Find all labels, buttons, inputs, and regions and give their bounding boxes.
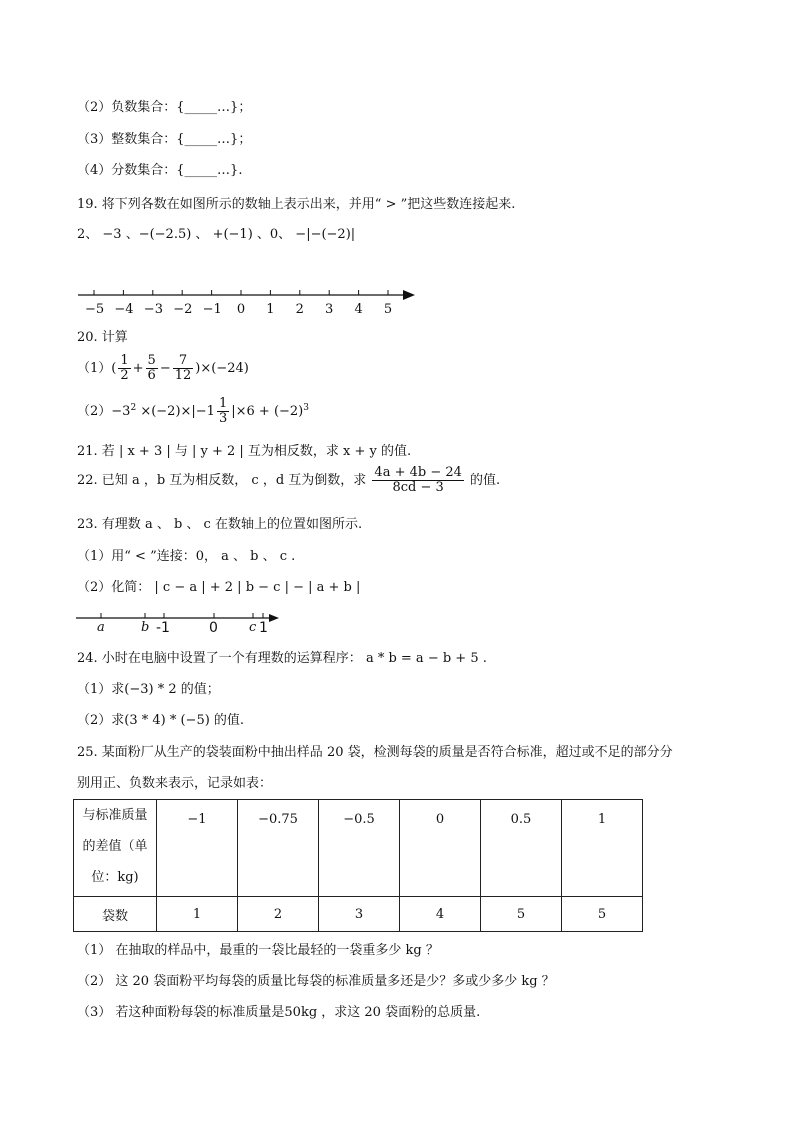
q25-subquestion-2: （2） 这 20 袋面粉平均每袋的质量比每袋的标准质量多还是少？多或少多少 kg ？: [77, 974, 555, 989]
q20-part1-label: （1）: [77, 361, 112, 376]
table-cell: 5: [481, 897, 562, 932]
q25-subquestion-3: （3） 若这种面粉每袋的标准质量是50kg ，求这 20 袋面粉的总质量.: [77, 1005, 481, 1020]
q20-part1: [77, 354, 249, 383]
q25-stem-line2: 别用正、负数来表示，记录如表：: [77, 776, 273, 791]
q20-part2-label: （2）: [77, 404, 112, 419]
q23-stem: 23. 有理数 a 、 b 、 c 在数轴上的位置如图所示.: [77, 517, 363, 532]
q24-stem: 24. 小时在电脑中设置了一个有理数的运算程序： a * b = a − b + 5 .: [77, 651, 487, 666]
table-cell: 5: [562, 897, 643, 932]
frac-numerator: 4a + 4b − 24: [374, 465, 462, 480]
q23-label-c: c: [249, 620, 257, 635]
header-line: 位：kg): [91, 870, 139, 885]
axis-tick-label: 0: [236, 302, 246, 317]
q25-subquestion-1: （1） 在抽取的样品中，最重的一袋比最轻的一袋重多少 kg ？: [77, 943, 439, 958]
q20-part2: [77, 397, 309, 426]
frac-denominator: 12: [174, 368, 192, 383]
q20-part2-frac: [217, 397, 229, 426]
q21-text: 21. 若 | x + 3 | 与 | y + 2 | 互为相反数，求 x + y 的值.: [77, 444, 412, 459]
axis-tick-label: 5: [383, 302, 393, 317]
frac-denominator: 2: [120, 368, 129, 383]
q23-label-b: b: [141, 620, 150, 635]
q18-subquestion-3: （3）整数集合：{_____…}；: [77, 132, 252, 147]
table-cell: 0: [400, 800, 481, 897]
q20-part1-frac3: [173, 354, 194, 383]
frac-numerator: 7: [173, 354, 194, 369]
q23-label-one: 1: [259, 620, 268, 636]
q20-part1-open: (: [111, 361, 117, 376]
q19-numbers: 2、 −3 、−(−2.5) 、 +(−1) 、0、 −|−(−2)|: [77, 227, 356, 242]
exponent: 3: [303, 403, 309, 413]
q23-label-zero: 0: [209, 620, 218, 636]
table-cell: −0.75: [238, 800, 319, 897]
header-line: 的差值（单: [82, 839, 148, 854]
axis-tick-label: 2: [295, 302, 304, 317]
q20-part1-frac1: [118, 354, 130, 383]
q18-subquestion-2: （2）负数集合：{_____…}；: [77, 100, 252, 115]
q23-subquestion-1: （1）用“ < ”连接：0， a 、 b 、 c .: [77, 549, 296, 564]
table-cell: 3: [319, 897, 400, 932]
q18-subquestion-4: （4）分数集合：{_____…}.: [77, 163, 243, 178]
q24-subquestion-2: （2）求(3 * 4) * (−5) 的值.: [77, 713, 245, 728]
table-cell: −0.5: [319, 800, 400, 897]
axis-tick-label: −3: [143, 302, 163, 317]
frac-denominator: 6: [147, 368, 156, 383]
table-cell: −1: [157, 800, 238, 897]
q20-part2-a: −3: [111, 404, 131, 419]
table-header-cell: [74, 800, 157, 897]
q20-part2-b: ×(−2)×|−1: [136, 404, 215, 419]
q25-stem-line1: 25. 某面粉厂从生产的袋装面粉中抽出样品 20 袋，检测每袋的质量是否符合标准，超过或不足的部分分: [77, 745, 673, 760]
q20-stem: 20. 计算: [77, 330, 128, 345]
minus-sign: −: [159, 361, 171, 376]
axis-tick-label: 3: [325, 302, 334, 317]
frac-numerator: 5: [147, 353, 156, 368]
q20-part2-c: |×6 + (−2): [231, 404, 304, 419]
header-line: 与标准质量: [82, 808, 148, 823]
exponent: 2: [130, 403, 137, 413]
q23-label-a: a: [97, 620, 105, 635]
frac-denominator: 3: [218, 411, 228, 426]
q23-label-neg1: -1: [156, 620, 170, 636]
q22-text-b: 的值.: [465, 473, 501, 488]
axis-tick-label: 4: [354, 302, 363, 317]
table-cell: 1: [157, 897, 238, 932]
q22-fraction: [372, 466, 463, 495]
q24-subquestion-1: （1）求(−3) * 2 的值；: [77, 682, 220, 697]
q19-stem: 19. 将下列各数在如图所示的数轴上表示出来，并用“ > ”把这些数连接起来.: [77, 197, 516, 212]
axis-tick-label: −2: [173, 302, 193, 317]
table-cell: 2: [238, 897, 319, 932]
q22-text: [77, 466, 500, 495]
q20-part1-tail: )×(−24): [195, 361, 249, 376]
q20-part1-frac2: [146, 354, 158, 383]
axis-tick-label: 1: [266, 302, 275, 317]
q22-text-a: 22. 已知 a ，b 互为相反数， c ，d 互为倒数，求: [77, 473, 371, 488]
q25-record-table: [73, 799, 643, 932]
frac-numerator: 1: [120, 353, 129, 368]
frac-denominator: 8cd − 3: [392, 480, 444, 495]
frac-numerator: 1: [218, 396, 228, 411]
axis-tick-label: −1: [202, 302, 222, 317]
table-cell: 1: [562, 800, 643, 897]
table-row: [74, 897, 643, 932]
plus-sign: +: [132, 361, 144, 376]
axis-tick-label: −5: [85, 302, 105, 317]
table-cell: 4: [400, 897, 481, 932]
table-header-cell: 袋数: [74, 897, 157, 932]
table-row: [74, 800, 643, 897]
table-cell: 0.5: [481, 800, 562, 897]
q23-subquestion-2: （2）化简： | c − a | + 2 | b − c | − | a + b |: [77, 580, 361, 595]
axis-tick-label: −4: [114, 302, 134, 317]
